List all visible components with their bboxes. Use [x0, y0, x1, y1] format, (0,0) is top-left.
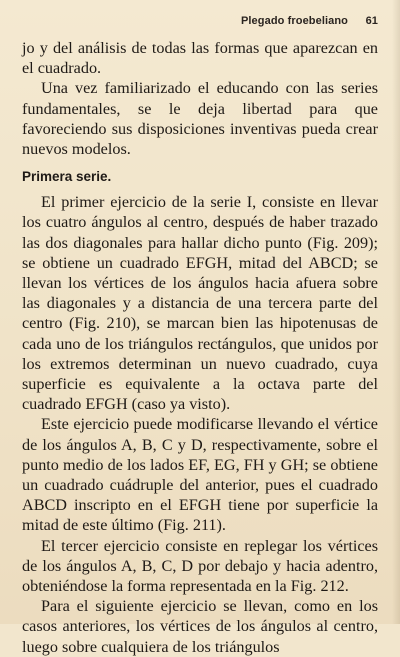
page-number: 61: [365, 15, 378, 27]
page-edge-shadow: [392, 0, 400, 624]
section-heading: Primera serie.: [22, 169, 112, 185]
paragraph-modification: Este ejercicio puede modificarse llevando el vértice de los ángulos A, B, C y D, respectivamente, sobre el punto medio de los lados EF, EG, FH y GH; se obtiene un cuadrado cuádruple del anterior, pues el cuadrado ABCD inscripto en el EFGH tiene por superficie la mitad de este último (Fig. 211).: [22, 415, 378, 535]
running-head-title: Plegado froebeliano: [240, 15, 348, 27]
running-head: [22, 14, 378, 28]
paragraph-free-models: Una vez familiarizado el educando con las series fundamentales, se le deja libertad para que favoreciendo sus disposiciones inventivas pueda crear nuevos modelos.: [22, 79, 378, 159]
paragraph-first-exercise: El primer ejercicio de la serie I, consiste en llevar los cuatro ángulos al centro, después de haber trazado las dos diagonales para hallar dicho punto (Fig. 209); se obtiene un cuadrado EFGH, mitad del ABCD; se llevan los vértices de los ángulos hacia afuera sobre las diagonales y a distancia de una tercera parte del centro (Fig. 210), se marcan bien las hipotenusas de cada uno de los triángulos rectángulos, que unidos por los extremos determinan un nuevo cuadrado, cuya superficie es equivalente a la octava parte del cuadrado EFGH (caso ya visto).: [22, 193, 378, 414]
paragraph-third-exercise: El tercer ejercicio consiste en replegar los vértices de los ángulos A, B, C, D por debajo y hacia adentro, obteniéndose la forma representada en la Fig. 212.: [22, 536, 378, 596]
paragraph-next-exercise: Para el siguiente ejercicio se llevan, como en los casos anteriores, los vértices de los ángulos al centro, luego sobre cualquiera de los triángulos: [22, 597, 378, 656]
paragraph-continuation: jo y del análisis de todas las formas que aparezcan en el cuadrado.: [22, 39, 378, 78]
